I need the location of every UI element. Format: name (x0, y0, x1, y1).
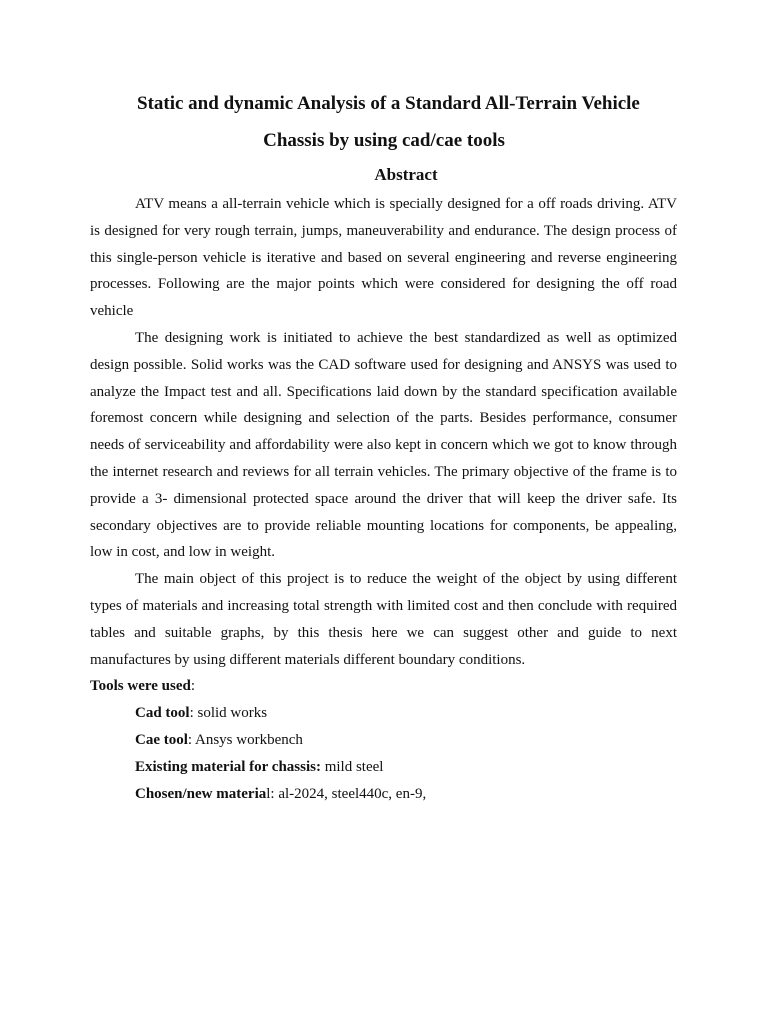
title-line-2-text: Chassis by using cad/cae tools (263, 130, 505, 151)
abstract-heading: Abstract (374, 165, 438, 184)
paragraph-3: The main object of this project is to reduce the weight of the object by using different types of materials and increasing total strength with limited cost and then conclude with required tables and suitable graphs, by this thesis here we can suggest other and guide to next manufactures by using different materials different boundary conditions. (90, 571, 677, 668)
title-line-2 (0, 130, 768, 152)
tool-item-label: Cae tool (135, 732, 188, 749)
tool-item-cad (90, 700, 677, 727)
tool-item-value: l: al-2024, steel440c, en-9, (266, 786, 427, 803)
tools-heading (90, 673, 677, 700)
tool-item-cae (90, 727, 677, 754)
tools-heading-colon: : (190, 678, 196, 695)
tool-item-value: : solid works (189, 705, 268, 722)
paragraph-1: ATV means a all-terrain vehicle which is specially designed for a off roads driving. ATV is designed for very rough terrain, jumps, maneuverability and endurance. The design process of this single-person vehicle is iterative and based on several engineering and reverse engineering processes. Following are the major points which were considered for designing the off road vehicle (90, 196, 677, 320)
tool-item-chosen-material (90, 781, 677, 808)
tool-item-label: Cad tool (135, 705, 190, 722)
tool-item-existing-material (90, 754, 677, 781)
tool-item-value: : Ansys workbench (187, 732, 303, 749)
tool-item-value: mild steel (320, 759, 384, 776)
paragraph-2: The designing work is initiated to achieve the best standardized as well as optimized design possible. Solid works was the CAD software used for designing and ANSYS was used to analyze the Impact test and all. Specifications laid down by the standard specification available foremost concern while designing and selection of the parts. Besides performance, consumer needs of serviceability and affordability were also kept in concern which we got to know through the internet research and reviews for all terrain vehicles. The primary objective of the frame is to provide a 3- dimensional protected space around the driver that will keep the driver safe. Its secondary objectives are to provide reliable mounting locations for components, be appealing, low in cost, and low in weight. (90, 329, 677, 561)
title-line-1: Static and dynamic Analysis of a Standard All-Terrain Vehicle (137, 93, 640, 114)
abstract-body (90, 191, 677, 808)
tool-item-label: Chosen/new materia (135, 786, 267, 803)
tool-item-label: Existing material for chassis: (135, 759, 321, 776)
tools-heading-label: Tools were used (90, 678, 191, 695)
